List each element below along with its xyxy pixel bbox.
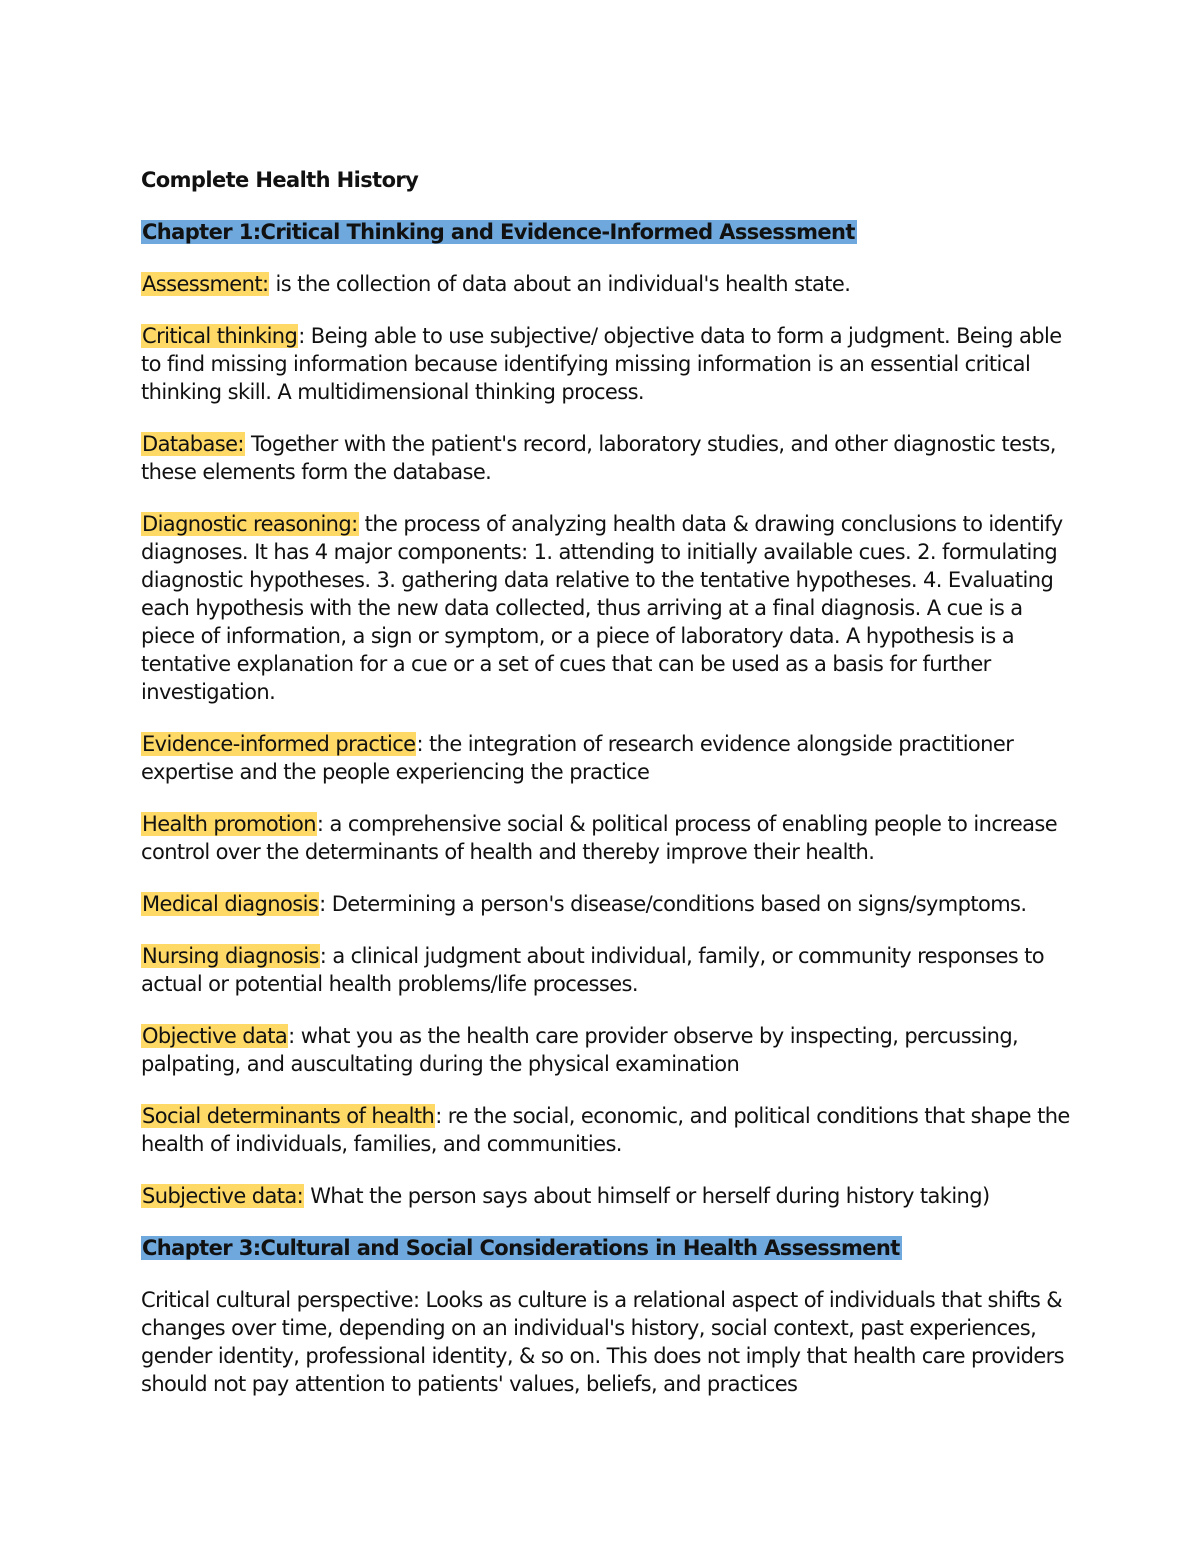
term-medical-diagnosis: Medical diagnosis: [142, 892, 319, 916]
chapter-1-heading: [141, 218, 1071, 246]
entry-subjective-data: [141, 1182, 1071, 1210]
term-assessment: Assessment:: [142, 272, 269, 296]
entry-nursing-diagnosis: [141, 942, 1071, 998]
entry-evidence-informed-practice: [141, 730, 1071, 786]
term-objective-data: Objective data: [142, 1024, 288, 1048]
term-database: Database:: [142, 432, 244, 456]
term-diagnostic-reasoning: Diagnostic reasoning:: [142, 512, 358, 536]
entry-social-determinants: [141, 1102, 1071, 1158]
entry-health-promotion: [141, 810, 1071, 866]
definition-assessment: is the collection of data about an individual's health state.: [269, 272, 851, 296]
entry-database: [141, 430, 1071, 486]
document-page: [141, 166, 1071, 1422]
entry-objective-data: [141, 1022, 1071, 1078]
chapter-3-heading-text: Chapter 3:Cultural and Social Considerations in Health Assessment: [142, 1236, 900, 1260]
definition-health-promotion: : a comprehensive social & political process of enabling people to increase control over the determinants of health and thereby improve their health.: [141, 812, 1058, 864]
entry-assessment: [141, 270, 1071, 298]
entry-medical-diagnosis: [141, 890, 1071, 918]
definition-objective-data: : what you as the health care provider observe by inspecting, percussing, palpating, and auscultating during the physical examination: [141, 1024, 1019, 1076]
term-nursing-diagnosis: Nursing diagnosis: [142, 944, 319, 968]
definition-database: Together with the patient's record, laboratory studies, and other diagnostic tests, these elements form the database.: [141, 432, 1056, 484]
document-title: Complete Health History: [141, 168, 419, 192]
definition-diagnostic-reasoning: the process of analyzing health data & drawing conclusions to identify diagnoses. It has 4 major components: 1. attending to initially available cues. 2. formulating diagnostic hypotheses. 3. gathering data relative to the tentative hypotheses. 4. Evaluating each hypothesis with the new data collected, thus arriving at a final diagnosis. A cue is a piece of information, a sign or symptom, or a piece of laboratory data. A hypothesis is a tentative explanation for a cue or a set of cues that can be used as a basis for further investigation.: [141, 512, 1063, 704]
term-social-determinants: Social determinants of health: [142, 1104, 435, 1128]
definition-medical-diagnosis: : Determining a person's disease/conditions based on signs/symptoms.: [319, 892, 1027, 916]
chapter-3-paragraph: Critical cultural perspective: Looks as culture is a relational aspect of individuals that shifts & changes over time, depending on an individual's history, social context, past experiences, gender identity, professional identity, & so on. This does not imply that health care providers should not pay attention to patients' values, beliefs, and practices: [141, 1288, 1065, 1396]
term-evidence-informed-practice: Evidence-informed practice: [142, 732, 416, 756]
entry-diagnostic-reasoning: [141, 510, 1071, 706]
term-subjective-data: Subjective data:: [142, 1184, 304, 1208]
term-critical-thinking: Critical thinking: [142, 324, 298, 348]
chapter-1-heading-text: Chapter 1:Critical Thinking and Evidence-Informed Assessment: [142, 220, 855, 244]
definition-subjective-data: What the person says about himself or herself during history taking): [304, 1184, 990, 1208]
chapter-3-heading: [141, 1234, 1071, 1262]
definition-evidence-informed-practice: : the integration of research evidence alongside practitioner expertise and the people experiencing the practice: [141, 732, 1014, 784]
definition-nursing-diagnosis: : a clinical judgment about individual, family, or community responses to actual or potential health problems/life processes.: [141, 944, 1044, 996]
definition-critical-thinking: : Being able to use subjective/ objective data to form a judgment. Being able to find missing information because identifying missing information is an essential critical thinking skill. A multidimensional thinking process.: [141, 324, 1062, 404]
entry-critical-thinking: [141, 322, 1071, 406]
term-health-promotion: Health promotion: [142, 812, 316, 836]
definition-social-determinants: : re the social, economic, and political conditions that shape the health of individuals, families, and communities.: [141, 1104, 1070, 1156]
